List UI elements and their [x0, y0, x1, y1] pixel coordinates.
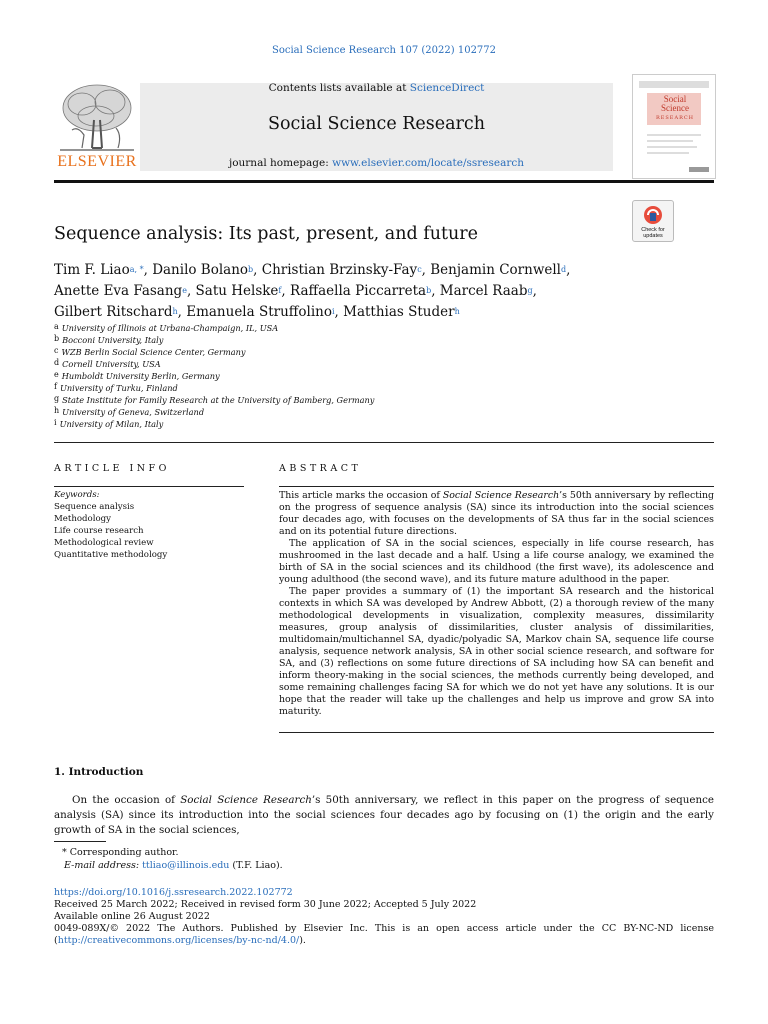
- keywords-label: Keywords:: [54, 490, 100, 500]
- journal-title: Social Science Research: [268, 114, 485, 134]
- affiliation-item: [54, 370, 374, 382]
- cover-art: [633, 75, 715, 178]
- affiliation-text: Cornell University, USA: [62, 359, 161, 369]
- keyword-item: Methodological review: [54, 538, 154, 548]
- license-link[interactable]: http://creativecommons.org/licenses/by-nc-nd/4.0/: [57, 935, 300, 946]
- affiliation-text: University of Geneva, Switzerland: [62, 407, 205, 417]
- affiliation-text: Humboldt University Berlin, Germany: [61, 371, 220, 381]
- author-name: Satu Helske: [195, 283, 279, 299]
- available-online: Available online 26 August 2022: [54, 911, 210, 922]
- article-title: Sequence analysis: Its past, present, and future: [54, 224, 478, 244]
- author-separator: ,: [532, 283, 537, 299]
- corresponding-author-note: * Corresponding author.: [62, 847, 179, 858]
- cover-subtitle: RESEARCH: [655, 115, 695, 121]
- affiliation-marker[interactable]: i: [331, 307, 335, 316]
- affiliation-marker[interactable]: g: [527, 286, 533, 295]
- author-name: Anette Eva Fasang: [54, 283, 183, 299]
- license-statement: 0049-089X/© 2022 The Authors. Published by Elsevier Inc. This is an open access article under the CC BY-NC-ND license (http://creativecommons.org/licenses/by-nc-nd/4.0/).: [54, 923, 714, 946]
- article-info-divider: [54, 486, 244, 487]
- affiliation-marker[interactable]: h: [454, 307, 460, 316]
- journal-homepage: [140, 157, 613, 169]
- affiliation-marker[interactable]: d: [561, 265, 567, 274]
- article-info-heading: ARTICLE INFO: [54, 463, 170, 474]
- introduction-paragraph: On the occasion of Social Science Research’s 50th anniversary, we reflect in this paper on the progress of sequence analysis (SA) since its introduction into the social sciences four decades ago by focusing on (1) the origin and the early growth of SA in the social sciences,: [54, 794, 714, 836]
- contents-prefix: Contents lists available at: [268, 82, 410, 94]
- affiliation-key: f: [54, 382, 57, 391]
- contents-line: [140, 82, 613, 94]
- affiliation-text: Bocconi University, Italy: [62, 335, 164, 345]
- author-separator: ,: [177, 304, 187, 320]
- affiliation-item: [54, 406, 374, 418]
- affiliation-text: University of Illinois at Urbana-Champaign, IL, USA: [61, 323, 279, 333]
- abstract-paragraph-2: The application of SA in the social sciences, especially in life course research, has mushroomed in the last decade and a half. Using a life course analogy, we examined the birth of SA in the social sciences and its childhood (the first wave), its adolescence and young adulthood (the second wave), and its future mature adulthood in the paper.: [279, 538, 714, 585]
- affiliation-marker[interactable]: b: [426, 286, 432, 295]
- abstract-body: [279, 490, 714, 718]
- author-name: Marcel Raab: [439, 283, 528, 299]
- affiliation-marker[interactable]: h: [172, 307, 178, 316]
- author-separator: ,: [334, 304, 344, 320]
- keyword-item: Life course research: [54, 526, 144, 536]
- author-name: Tim F. Liao: [54, 262, 130, 278]
- section-heading-introduction: 1. Introduction: [54, 766, 144, 778]
- affiliation-key: h: [54, 406, 60, 415]
- affiliation-item: [54, 334, 374, 346]
- author-separator: ,: [566, 262, 571, 278]
- affiliation-item: [54, 394, 374, 406]
- keyword-item: Methodology: [54, 514, 112, 524]
- author-name: Emanuela Struffolino: [186, 304, 332, 320]
- affiliation-marker[interactable]: a, *: [129, 265, 144, 274]
- affiliation-text: WZB Berlin Social Science Center, Germany: [61, 347, 246, 357]
- affiliation-item: [54, 358, 374, 370]
- footnote-divider: [54, 841, 106, 842]
- affiliation-item: [54, 382, 374, 394]
- affiliation-text: University of Turku, Finland: [59, 383, 178, 393]
- keyword-list: [54, 501, 244, 561]
- affiliation-list: [54, 322, 374, 430]
- abstract-divider-bottom: [279, 732, 714, 733]
- affiliation-marker[interactable]: e: [182, 286, 187, 295]
- author-name: Benjamin Cornwell: [430, 262, 561, 278]
- author-name: Raffaella Piccarreta: [289, 283, 427, 299]
- sciencedirect-link[interactable]: ScienceDirect: [409, 82, 485, 94]
- check-for-updates-badge[interactable]: [632, 200, 674, 242]
- affiliation-key: b: [54, 334, 60, 343]
- affiliation-marker[interactable]: f: [278, 286, 282, 295]
- affiliation-item: [54, 346, 374, 358]
- email-link[interactable]: ttliao@illinois.edu: [142, 859, 230, 871]
- received-dates: Received 25 March 2022; Received in revised form 30 June 2022; Accepted 5 July 2022: [54, 899, 477, 910]
- author-separator: ,: [253, 262, 262, 278]
- cover-title: Social Science: [661, 94, 689, 113]
- affiliation-key: g: [54, 394, 60, 403]
- abstract-paragraph-1: This article marks the occasion of Social Science Research’s 50th anniversary by reflecting on the progress of sequence analysis (SA) since its introduction into the social sciences four decades ago, with focuses on the developments of SA thus far in the social sciences and on its potential future directions.: [279, 490, 714, 537]
- affiliation-key: e: [54, 370, 59, 379]
- affiliation-item: [54, 322, 374, 334]
- header-divider: [54, 180, 714, 183]
- affiliation-divider: [54, 442, 714, 443]
- doi-link[interactable]: https://doi.org/10.1016/j.ssresearch.2022.102772: [54, 887, 293, 898]
- affiliation-key: a: [54, 322, 59, 331]
- affiliation-key: i: [54, 418, 57, 427]
- affiliation-text: State Institute for Family Research at the University of Bamberg, Germany: [62, 395, 375, 405]
- keyword-item: Quantitative methodology: [54, 550, 168, 560]
- email-line: E-mail address: ttliao@illinois.edu (T.F. Liao).: [64, 859, 283, 871]
- homepage-link[interactable]: www.elsevier.com/locate/ssresearch: [332, 157, 525, 169]
- author-name: Matthias Studer: [343, 304, 455, 320]
- elsevier-wordmark: ELSEVIER: [57, 153, 137, 170]
- affiliation-key: c: [54, 346, 59, 355]
- author-separator: ,: [186, 283, 196, 299]
- abstract-paragraph-3: The paper provides a summary of (1) the important SA research and the historical contexts in which SA was developed by Andrew Abbott, (2) a thorough review of the many methodological developments in visualization, complexity measures, dissimilarity measures, group analysis of dissimilarities, cluster analysis of dissimilarities, multidomain/multichannel SA, dyadic/polyadic SA, Markov chain SA, sequence life course analysis, sequence network analysis, SA in other social science research, and software for SA, and (3) reflections on some future directions of SA including how SA can benefit and inform theory-making in the social sciences, the methods currently being developed, and some remaining challenges facing SA for which we do not yet have any solutions. It is our hope that the reader will take up the challenges and help us improve and grow SA into maturity.: [279, 586, 714, 717]
- journal-cover-thumbnail[interactable]: [632, 74, 716, 179]
- journal-citation[interactable]: Social Science Research 107 (2022) 102772: [271, 45, 497, 56]
- author-separator: ,: [281, 283, 290, 299]
- keywords-block: [54, 489, 244, 561]
- author-separator: ,: [431, 283, 440, 299]
- affiliation-item: [54, 418, 374, 430]
- affiliation-text: University of Milan, Italy: [59, 419, 164, 429]
- footnote: [54, 847, 283, 872]
- check-updates-label: Check for updates: [641, 227, 665, 239]
- affiliation-marker[interactable]: b: [248, 265, 254, 274]
- abstract-divider-top: [279, 486, 714, 487]
- affiliation-key: d: [54, 358, 60, 367]
- author-separator: ,: [421, 262, 431, 278]
- keyword-item: Sequence analysis: [54, 502, 135, 512]
- author-name: Christian Brzinsky-Fay: [261, 262, 418, 278]
- abstract-heading: ABSTRACT: [279, 463, 362, 474]
- homepage-prefix: journal homepage:: [228, 157, 333, 169]
- affiliation-marker[interactable]: c: [417, 265, 422, 274]
- article-metadata: [54, 887, 714, 947]
- author-name: Danilo Bolano: [152, 262, 249, 278]
- author-list: [54, 260, 674, 323]
- author-separator: ,: [143, 262, 153, 278]
- author-name: Gilbert Ritschard: [54, 304, 173, 320]
